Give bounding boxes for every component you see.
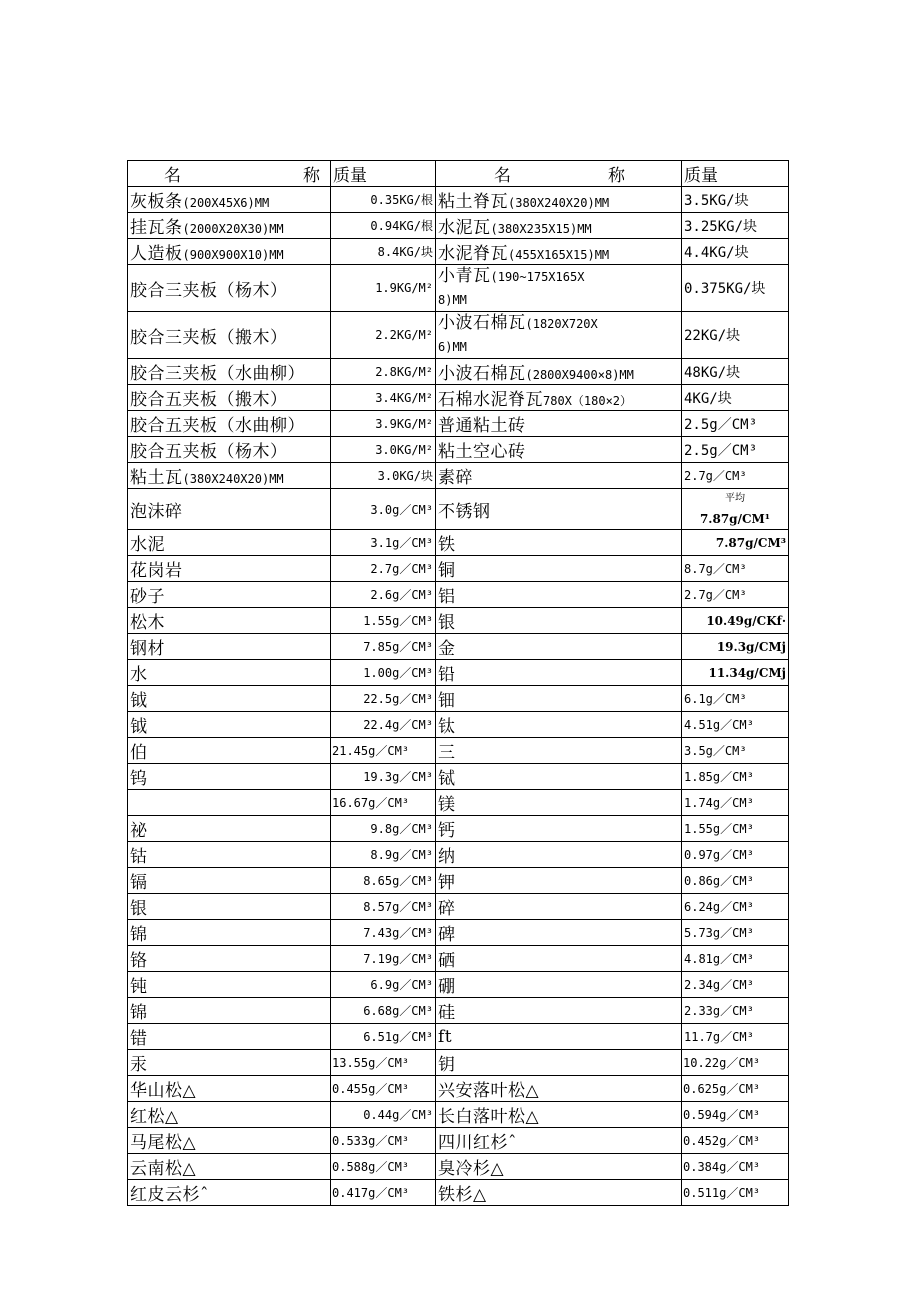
table-row [128, 213, 789, 239]
mass-value: 7.19g／CM³ [331, 946, 436, 972]
material-spec-cont: 6)MM [438, 340, 467, 354]
material-name-cell [436, 1180, 682, 1206]
mass-value: 22.5g／CM³ [331, 686, 436, 712]
material-name-cell [436, 582, 682, 608]
material-name: 钾 [438, 873, 456, 893]
material-name-cell [128, 411, 331, 437]
mass-value: 2.7g／CM³ [682, 463, 789, 489]
material-name: 水泥 [130, 535, 165, 555]
mass-value: 48KG/块 [682, 359, 789, 385]
mass-value: 3.0g／CM³ [331, 489, 436, 530]
material-name: 素碎 [438, 468, 473, 488]
material-name-cell [436, 1154, 682, 1180]
mass-value: 8.7g／CM³ [682, 556, 789, 582]
mass-value: 6.51g／CM³ [331, 1024, 436, 1050]
mass-value: 4.51g／CM³ [682, 712, 789, 738]
material-name: 胶合三夹板（水曲柳） [130, 364, 305, 384]
mass-value: 3.9KG/M² [331, 411, 436, 437]
material-name-cell [128, 530, 331, 556]
material-name: 普通粘土砖 [438, 416, 526, 436]
material-name-cell [436, 972, 682, 998]
mass-value: 4KG/块 [682, 385, 789, 411]
material-name: 钴 [130, 847, 148, 867]
mass-value: 22.4g／CM³ [331, 712, 436, 738]
material-spec: (1820X720X [525, 317, 598, 331]
material-name-cell [128, 738, 331, 764]
mass-value: 10.49g/CKf· [682, 608, 789, 634]
material-name: 小青瓦 [438, 266, 491, 286]
table-row [128, 437, 789, 463]
material-name-cell [436, 894, 682, 920]
material-name: 金 [438, 639, 456, 659]
mass-value: 2.5g／CM³ [682, 411, 789, 437]
mass-value: 0.452g／CM³ [682, 1128, 789, 1154]
material-name: 灰板条 [130, 192, 183, 212]
mass-value: 0.384g／CM³ [682, 1154, 789, 1180]
mass-value: 0.375KG/块 [682, 265, 789, 312]
material-spec: (380X235X15)MM [490, 222, 592, 236]
material-name-cell [128, 816, 331, 842]
mass-value: 2.2KG/M² [331, 312, 436, 359]
table-row [128, 842, 789, 868]
material-name-cell [436, 712, 682, 738]
material-name: 铁 [438, 535, 456, 555]
material-name-cell [436, 1024, 682, 1050]
material-name: 汞 [130, 1055, 148, 1075]
material-name: 华山松△ [130, 1081, 197, 1101]
mass-value: 8.4KG/块 [331, 239, 436, 265]
table-row [128, 265, 789, 312]
mass-value: 0.35KG/根 [331, 187, 436, 213]
table-row [128, 1154, 789, 1180]
material-name-cell [436, 556, 682, 582]
material-name: 粘土瓦 [130, 468, 183, 488]
material-name: 钿 [438, 691, 456, 711]
mass-value: 2.7g／CM³ [682, 582, 789, 608]
material-name-cell [128, 437, 331, 463]
material-name: 碎 [438, 899, 456, 919]
material-name-cell [128, 385, 331, 411]
material-name-cell [128, 463, 331, 489]
material-name: 胶合三夹板（搬木） [130, 327, 288, 348]
material-name-cell [128, 359, 331, 385]
material-name: 镁 [438, 795, 456, 815]
material-name: 泡沫碎 [130, 501, 183, 522]
table-row [128, 816, 789, 842]
table-row [128, 920, 789, 946]
mass-value: 0.533g／CM³ [331, 1128, 436, 1154]
material-spec: (2000X20X30)MM [182, 222, 284, 236]
material-name-cell [128, 946, 331, 972]
material-spec: (380X240X20)MM [182, 472, 284, 486]
material-name-cell [436, 1050, 682, 1076]
header-row [128, 161, 789, 187]
material-name-cell [128, 972, 331, 998]
material-name-cell [128, 1102, 331, 1128]
material-name: ft [438, 1026, 453, 1047]
table-row [128, 385, 789, 411]
material-name: 水泥脊瓦 [438, 244, 508, 264]
table-row [128, 359, 789, 385]
material-name-cell [128, 634, 331, 660]
mass-value: 6.9g／CM³ [331, 972, 436, 998]
mass-value: 2.7g／CM³ [331, 556, 436, 582]
mass-value: 8.65g／CM³ [331, 868, 436, 894]
material-spec-cont: 8)MM [438, 293, 467, 307]
material-name-cell [128, 790, 331, 816]
material-spec: (380X240X20)MM [508, 196, 610, 210]
material-name: 钙 [438, 821, 456, 841]
mass-header: 质量 [331, 161, 436, 187]
material-name-cell [128, 660, 331, 686]
mass-value: 2.8KG/M² [331, 359, 436, 385]
material-name-cell [128, 489, 331, 530]
material-spec: 780X（180×2） [543, 394, 633, 408]
mass-value: 0.44g／CM³ [331, 1102, 436, 1128]
mass-value: 11.7g／CM³ [682, 1024, 789, 1050]
material-name-cell [436, 489, 682, 530]
material-name: 胶合五夹板（搬木） [130, 390, 288, 410]
name-header: 名 称 [128, 161, 331, 187]
table-row [128, 738, 789, 764]
mass-value: 7.43g／CM³ [331, 920, 436, 946]
material-name: 铝 [438, 587, 456, 607]
material-spec: (190~175X165X [490, 270, 585, 284]
material-spec: (200X45X6)MM [182, 196, 270, 210]
table-row [128, 998, 789, 1024]
mass-value: 2.5g／CM³ [682, 437, 789, 463]
material-name: 锦 [130, 1003, 148, 1023]
material-name: 长白落叶松△ [438, 1107, 540, 1127]
mass-value: 4.4KG/块 [682, 239, 789, 265]
mass-value: 0.97g／CM³ [682, 842, 789, 868]
material-name-cell [436, 463, 682, 489]
mass-value: 0.417g／CM³ [331, 1180, 436, 1206]
table-row [128, 634, 789, 660]
material-spec: (900X900X10)MM [182, 248, 284, 262]
material-name-cell [436, 764, 682, 790]
material-name: 花岗岩 [130, 561, 183, 581]
mass-value: 11.34g/CMj [682, 660, 789, 686]
mass-value: 6.1g／CM³ [682, 686, 789, 712]
mass-value: 1.74g／CM³ [682, 790, 789, 816]
material-name: 钺 [130, 691, 148, 711]
material-name: 铁杉△ [438, 1185, 487, 1205]
table-row [128, 1102, 789, 1128]
table-row [128, 660, 789, 686]
material-name-cell [128, 582, 331, 608]
mass-value: 0.625g／CM³ [682, 1076, 789, 1102]
material-name-cell [436, 411, 682, 437]
mass-value: 8.9g／CM³ [331, 842, 436, 868]
material-name: 小波石棉瓦 [438, 364, 526, 384]
mass-value: 22KG/块 [682, 312, 789, 359]
material-name: 铅 [438, 665, 456, 685]
material-name: 胶合五夹板（杨木） [130, 442, 288, 462]
mass-value: 3.25KG/块 [682, 213, 789, 239]
material-name: 胶合五夹板（水曲柳） [130, 416, 305, 436]
material-name-cell [128, 187, 331, 213]
material-name: 锦 [130, 925, 148, 945]
material-name: 兴安落叶松△ [438, 1081, 540, 1101]
material-name-cell [128, 686, 331, 712]
material-name-cell [436, 816, 682, 842]
material-name-cell [436, 868, 682, 894]
table-row [128, 1180, 789, 1206]
material-name-cell [436, 660, 682, 686]
material-name: 云南松△ [130, 1159, 197, 1179]
material-name-cell [128, 842, 331, 868]
mass-value: 19.3g/CMj [682, 634, 789, 660]
material-name-cell [128, 894, 331, 920]
mass-value: 1.9KG/M² [331, 265, 436, 312]
mass-value: 8.57g／CM³ [331, 894, 436, 920]
material-name-cell [436, 634, 682, 660]
material-name-cell [436, 312, 682, 359]
material-name-cell [128, 1180, 331, 1206]
material-name: 石棉水泥脊瓦 [438, 390, 543, 410]
mass-value: 21.45g／CM³ [331, 738, 436, 764]
mass-value: 5.73g／CM³ [682, 920, 789, 946]
density-table [127, 160, 789, 1206]
material-name-cell [128, 213, 331, 239]
material-name: 人造板 [130, 244, 183, 264]
material-name-cell [436, 1076, 682, 1102]
material-name: 祕 [130, 821, 148, 841]
material-name-cell [436, 608, 682, 634]
mass-value: 1.00g／CM³ [331, 660, 436, 686]
mass-value [682, 489, 789, 530]
mass-value: 0.594g／CM³ [682, 1102, 789, 1128]
average-value: 7.87g/CM¹ [699, 512, 771, 526]
table-row [128, 1024, 789, 1050]
material-name: 铬 [130, 951, 148, 971]
material-name-cell [128, 1154, 331, 1180]
mass-value: 7.85g／CM³ [331, 634, 436, 660]
mass-value: 6.24g／CM³ [682, 894, 789, 920]
material-name: 钛 [438, 717, 456, 737]
material-name: 红松△ [130, 1107, 179, 1127]
material-name-cell [436, 738, 682, 764]
material-name: 硼 [438, 977, 456, 997]
mass-value: 0.94KG/根 [331, 213, 436, 239]
material-name-cell [128, 712, 331, 738]
material-spec: (2800X9400×8)MM [525, 368, 634, 382]
material-name-cell [128, 312, 331, 359]
table-row [128, 187, 789, 213]
table-row [128, 972, 789, 998]
material-name: 粘土空心砖 [438, 442, 526, 462]
material-name-cell [436, 1102, 682, 1128]
material-name-cell [128, 239, 331, 265]
material-name-cell [128, 764, 331, 790]
material-name-cell [436, 530, 682, 556]
mass-value: 13.55g／CM³ [331, 1050, 436, 1076]
table-row [128, 489, 789, 530]
material-name: 硅 [438, 1003, 456, 1023]
material-name: 铽 [438, 769, 456, 789]
mass-value: 3.4KG/M² [331, 385, 436, 411]
material-name: 臭冷杉△ [438, 1159, 505, 1179]
table-row [128, 1076, 789, 1102]
material-name-cell [436, 946, 682, 972]
mass-value: 3.5KG/块 [682, 187, 789, 213]
material-name: 小波石棉瓦 [438, 313, 526, 333]
table-row [128, 411, 789, 437]
mass-value: 16.67g／CM³ [331, 790, 436, 816]
material-name-cell [128, 556, 331, 582]
material-name: 钝 [130, 977, 148, 997]
mass-value: 4.81g／CM³ [682, 946, 789, 972]
mass-value: 3.1g／CM³ [331, 530, 436, 556]
material-name: 四川红杉ˆ [438, 1133, 517, 1153]
material-name-cell [436, 790, 682, 816]
mass-value: 1.55g／CM³ [682, 816, 789, 842]
mass-value: 7.87g/CM³ [682, 530, 789, 556]
material-name-cell [436, 187, 682, 213]
mass-value: 1.85g／CM³ [682, 764, 789, 790]
material-name-cell [436, 1128, 682, 1154]
material-name-cell [436, 842, 682, 868]
mass-value: 6.68g／CM³ [331, 998, 436, 1024]
material-name: 钢材 [130, 639, 165, 659]
material-name: 钺 [130, 717, 148, 737]
mass-value: 0.511g／CM³ [682, 1180, 789, 1206]
material-name-cell [128, 920, 331, 946]
mass-value: 0.455g／CM³ [331, 1076, 436, 1102]
material-name: 水泥瓦 [438, 218, 491, 238]
table-row [128, 530, 789, 556]
mass-value: 3.0KG/M² [331, 437, 436, 463]
table-row [128, 894, 789, 920]
material-name-cell [436, 213, 682, 239]
table-row [128, 556, 789, 582]
material-name: 镉 [130, 873, 148, 893]
material-name: 三 [438, 743, 456, 763]
material-name-cell [436, 239, 682, 265]
material-name-cell [128, 1128, 331, 1154]
table-row [128, 582, 789, 608]
material-name-cell [436, 998, 682, 1024]
material-name-cell [436, 359, 682, 385]
material-name-cell [128, 265, 331, 312]
material-name-cell [436, 437, 682, 463]
mass-value: 0.588g／CM³ [331, 1154, 436, 1180]
material-name: 碑 [438, 925, 456, 945]
mass-value: 3.0KG/块 [331, 463, 436, 489]
mass-value: 1.55g／CM³ [331, 608, 436, 634]
name-header-2: 名 称 [436, 161, 682, 187]
table-row [128, 868, 789, 894]
table-row [128, 312, 789, 359]
mass-value: 0.86g／CM³ [682, 868, 789, 894]
mass-header-2: 质量 [682, 161, 789, 187]
material-name-cell [128, 1050, 331, 1076]
material-name: 铜 [438, 561, 456, 581]
material-name-cell [436, 265, 682, 312]
table-row [128, 1128, 789, 1154]
table-row [128, 608, 789, 634]
material-name-cell [128, 998, 331, 1024]
material-name-cell [128, 1024, 331, 1050]
mass-value: 10.22g／CM³ [682, 1050, 789, 1076]
material-name-cell [128, 868, 331, 894]
mass-value: 2.6g／CM³ [331, 582, 436, 608]
material-name: 银 [438, 613, 456, 633]
material-name: 纳 [438, 847, 456, 867]
mass-value: 19.3g／CM³ [331, 764, 436, 790]
material-name: 粘土脊瓦 [438, 192, 508, 212]
material-name-cell [436, 686, 682, 712]
material-name-cell [128, 1076, 331, 1102]
material-name: 水 [130, 665, 148, 685]
material-name: 砂子 [130, 587, 165, 607]
table-row [128, 686, 789, 712]
material-name: 不锈钢 [438, 501, 491, 522]
material-name-cell [128, 608, 331, 634]
material-name: 钥 [438, 1055, 456, 1075]
mass-value: 2.34g／CM³ [682, 972, 789, 998]
material-name: 银 [130, 899, 148, 919]
material-name: 挂瓦条 [130, 218, 183, 238]
mass-value: 2.33g／CM³ [682, 998, 789, 1024]
material-name: 胶合三夹板（杨木） [130, 280, 288, 301]
table-row [128, 764, 789, 790]
material-name: 马尾松△ [130, 1133, 197, 1153]
material-name-cell [436, 920, 682, 946]
table-row [128, 463, 789, 489]
table-row [128, 946, 789, 972]
material-name: 硒 [438, 951, 456, 971]
mass-value: 9.8g／CM³ [331, 816, 436, 842]
table-row [128, 1050, 789, 1076]
material-name-cell [436, 385, 682, 411]
average-label: 平均 [725, 493, 745, 504]
material-name: 钨 [130, 769, 148, 789]
material-spec: (455X165X15)MM [508, 248, 610, 262]
material-name: 伯 [130, 743, 148, 763]
mass-value: 3.5g／CM³ [682, 738, 789, 764]
material-name: 错 [130, 1029, 148, 1049]
material-name: 红皮云杉ˆ [130, 1185, 209, 1205]
table-row [128, 712, 789, 738]
table-row [128, 790, 789, 816]
table-row [128, 239, 789, 265]
material-name: 松木 [130, 613, 165, 633]
